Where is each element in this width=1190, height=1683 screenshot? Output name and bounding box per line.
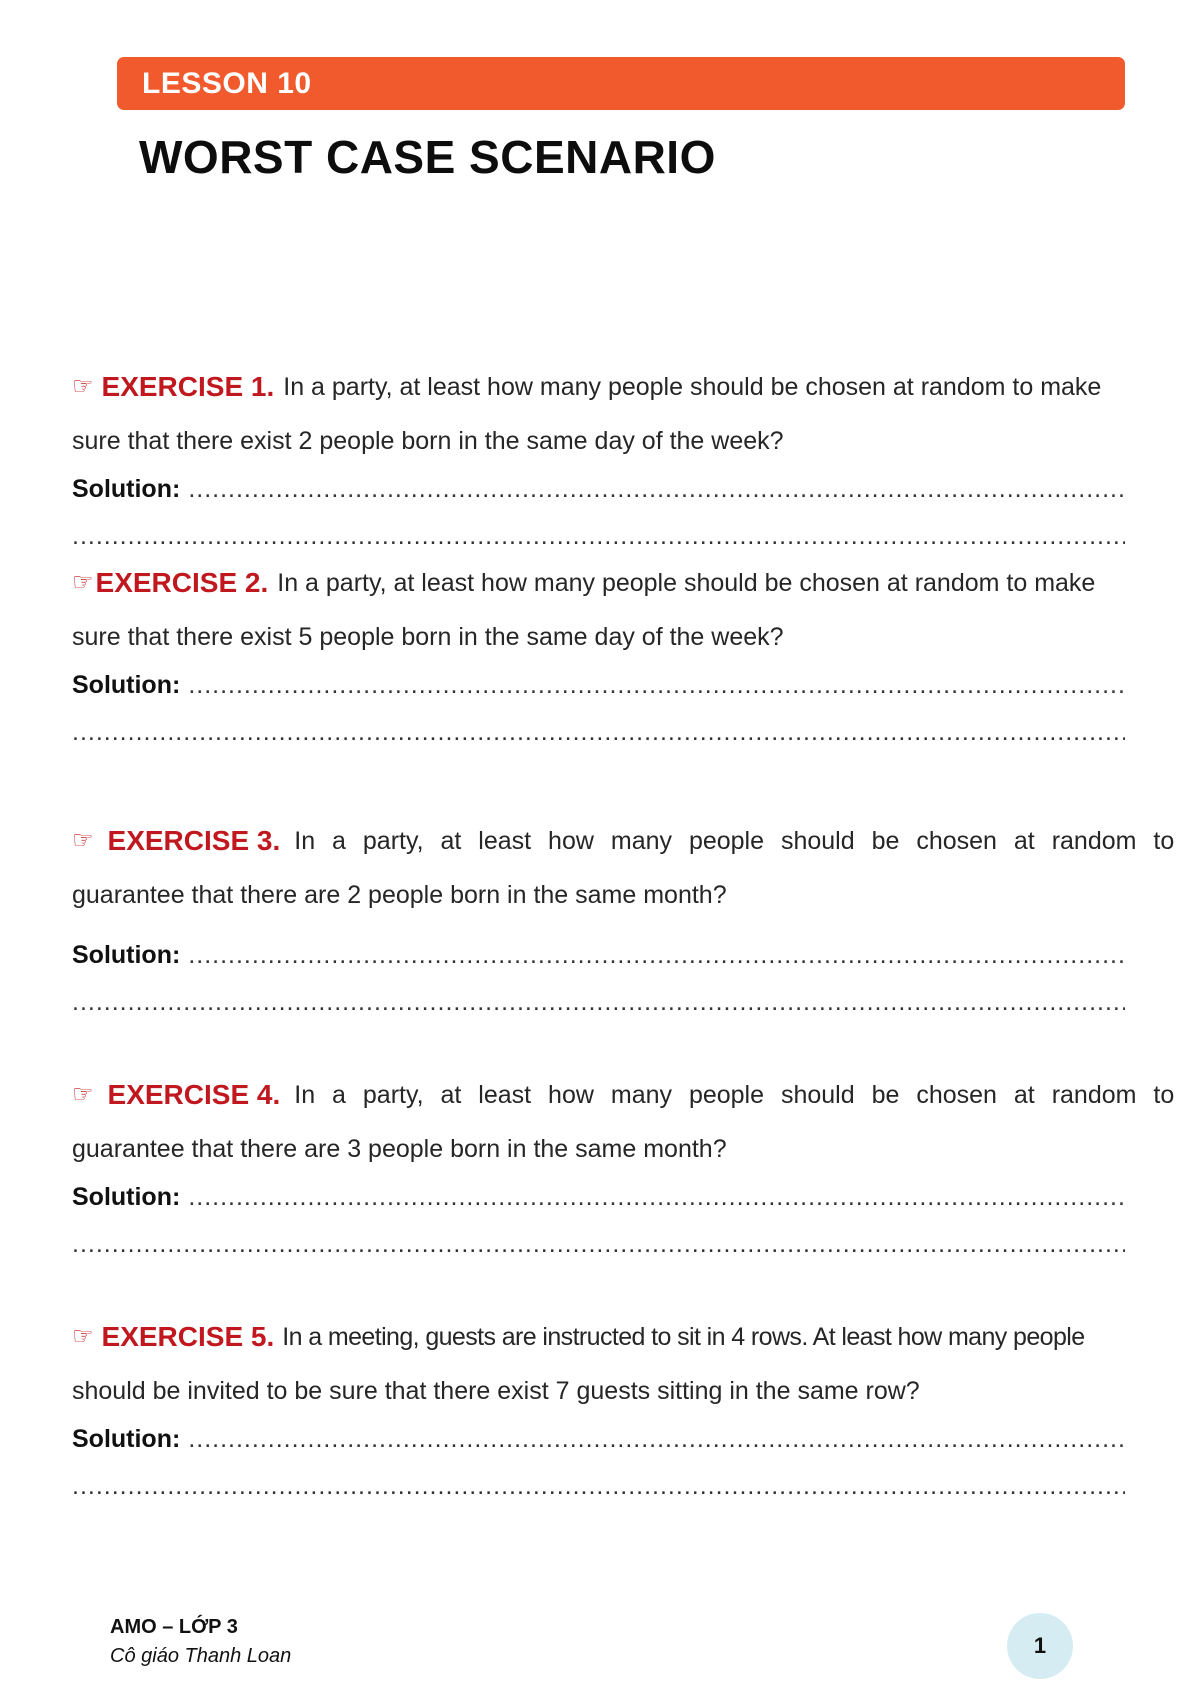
exercise-question-line2: guarantee that there are 3 people born in the same month? <box>72 1135 727 1163</box>
exercise-question-line2: sure that there exist 2 people born in the same day of the week? <box>72 427 784 455</box>
solution-dotted-line[interactable] <box>72 521 1125 551</box>
solution-dotted-line[interactable] <box>72 717 1125 747</box>
solution-label: Solution: <box>72 671 181 699</box>
exercise-label: EXERCISE 5. <box>101 1321 275 1352</box>
exercise-question-line2: sure that there exist 5 people born in the same day of the week? <box>72 623 784 651</box>
exercise-question-line <box>72 825 1175 856</box>
exercise-question-line <box>72 372 1125 402</box>
exercise-question-line <box>72 1079 1175 1110</box>
pointing-hand-icon: ☞ <box>72 1323 94 1350</box>
exercise-label: EXERCISE 1. <box>101 371 275 402</box>
exercise-label: EXERCISE 2. <box>95 567 269 598</box>
pointing-hand-icon: ☞ <box>72 1081 94 1108</box>
solution-dotted-line[interactable] <box>188 940 1125 970</box>
solution-dotted-line[interactable] <box>72 987 1125 1017</box>
solution-dotted-line[interactable] <box>72 1229 1125 1259</box>
exercise-3 <box>72 825 1175 1017</box>
solution-line[interactable] <box>72 1424 1125 1454</box>
exercise-question-line <box>72 1322 1125 1352</box>
solution-label: Solution: <box>72 941 181 969</box>
pointing-hand-icon: ☞ <box>72 827 94 854</box>
solution-dotted-line[interactable] <box>72 1471 1125 1501</box>
lesson-label: LESSON 10 <box>142 67 312 100</box>
footer-teacher: Cô giáo Thanh Loan <box>110 1645 292 1667</box>
lesson-banner <box>117 57 1125 110</box>
solution-label: Solution: <box>72 1183 181 1211</box>
solution-dotted-line[interactable] <box>188 474 1125 504</box>
solution-dotted-line[interactable] <box>188 670 1125 700</box>
solution-label: Solution: <box>72 475 181 503</box>
exercise-question-line2: guarantee that there are 2 people born in the same month? <box>72 881 727 909</box>
pointing-hand-icon: ☞ <box>72 373 94 400</box>
exercise-question-text: In a party, at least how many people should be chosen at random to <box>294 827 1175 855</box>
exercise-1 <box>72 372 1125 551</box>
exercise-question-line <box>72 568 1125 598</box>
solution-line[interactable] <box>72 940 1125 970</box>
solution-line[interactable] <box>72 474 1125 504</box>
exercise-question-text: In a meeting, guests are instructed to sit in 4 rows. At least how many people <box>282 1323 1085 1351</box>
solution-dotted-line[interactable] <box>188 1424 1125 1454</box>
exercise-question-text: In a party, at least how many people should be chosen at random to make <box>277 569 1096 597</box>
pointing-hand-icon: ☞ <box>72 569 94 596</box>
solution-dotted-line[interactable] <box>188 1182 1125 1212</box>
exercise-question-text: In a party, at least how many people should be chosen at random to make <box>283 373 1102 401</box>
exercise-question-text: In a party, at least how many people should be chosen at random to <box>294 1081 1175 1109</box>
page-number-badge: 1 <box>1007 1613 1073 1679</box>
exercise-2 <box>72 568 1125 747</box>
solution-label: Solution: <box>72 1425 181 1453</box>
page-title: WORST CASE SCENARIO <box>139 131 716 183</box>
exercise-5 <box>72 1322 1125 1501</box>
solution-line[interactable] <box>72 670 1125 700</box>
exercise-question-line2: should be invited to be sure that there exist 7 guests sitting in the same row? <box>72 1377 920 1405</box>
footer-course: AMO – LỚP 3 <box>110 1616 238 1638</box>
exercise-label: EXERCISE 4. <box>107 1079 281 1110</box>
solution-line[interactable] <box>72 1182 1125 1212</box>
exercise-label: EXERCISE 3. <box>107 825 281 856</box>
exercise-4 <box>72 1079 1175 1259</box>
